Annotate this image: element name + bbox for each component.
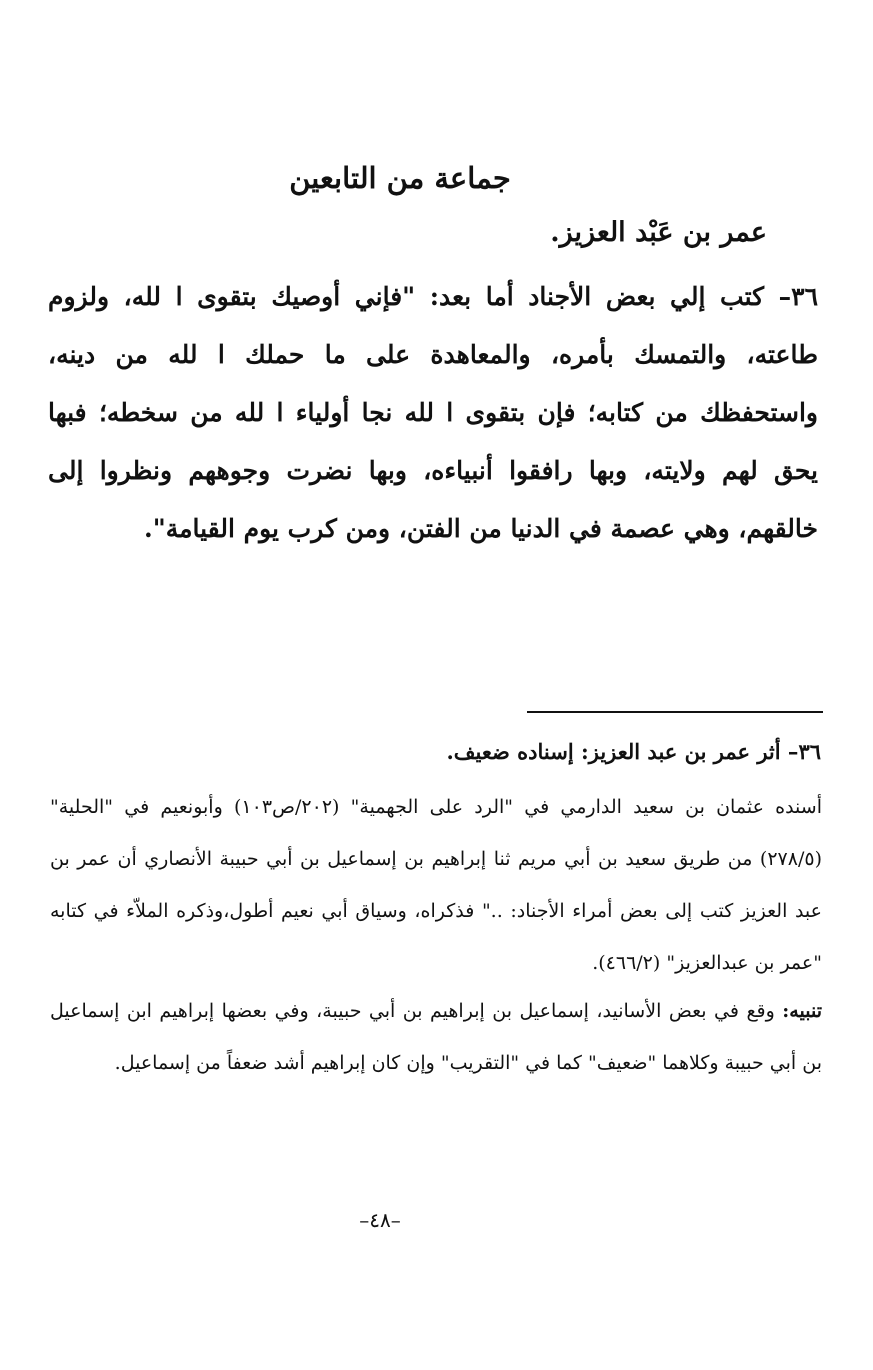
author-heading: عمر بن عَبْد العزيز.: [550, 217, 767, 248]
footnote-body: أسنده عثمان بن سعيد الدارمي في "الرد على الجهمية" (٢٠٢/ص١٠٣) وأبونعيم في "الحلية" (٢٧٨/٥) من طريق سعيد بن أبي مريم ثنا إبراهيم بن إسماعيل بن أبي حبيبة الأنصاري أن عمر بن عبد العزيز كتب إلى بعض أمراء الأجناد: .." فذكراه، وسياق أبي نعيم أطول،وذكره الملاّء في كتابه "عمر بن عبدالعزيز" (٤٦٦/٢).: [50, 796, 822, 974]
footnote-divider: [527, 711, 823, 713]
page-number: –٤٨–: [359, 1208, 401, 1232]
note-text: وقع في بعض الأسانيد، إسماعيل بن إبراهيم بن أبي حبيبة، وفي بعضها إبراهيم ابن إسماعيل بن أبي حبيبة وكلاهما "ضعيف" كما في "التقريب" وإن كان إبراهيم أشد ضعفاً من إسماعيل.: [50, 1000, 822, 1074]
footnote-heading: ٣٦– أثر عمر بن عبد العزيز: إسناده ضعيف.: [446, 739, 821, 764]
footnote-note: [50, 985, 822, 1089]
section-title: جماعة من التابعين: [289, 161, 511, 195]
entry-number: ٣٦–: [778, 282, 818, 311]
main-paragraph-text: كتب إلي بعض الأجناد أما بعد: "فإني أوصيك بتقوى ا لله، ولزوم طاعته، والتمسك بأمره، والمعاهدة على ما حملك ا لله من دينه، واستحفظك من كتابه؛ فإن بتقوى ا لله نجا أولياء ا لله من سخطه؛ فبها يحق لهم ولايته، وبها رافقوا أنبياءه، وبها نضرت وجوههم ونظروا إلى خالقهم، وهي عصمة في الدنيا من الفتن، ومن كرب يوم القيامة".: [48, 282, 818, 543]
main-paragraph: [48, 268, 818, 558]
note-label: تنبيه:: [782, 1000, 822, 1022]
